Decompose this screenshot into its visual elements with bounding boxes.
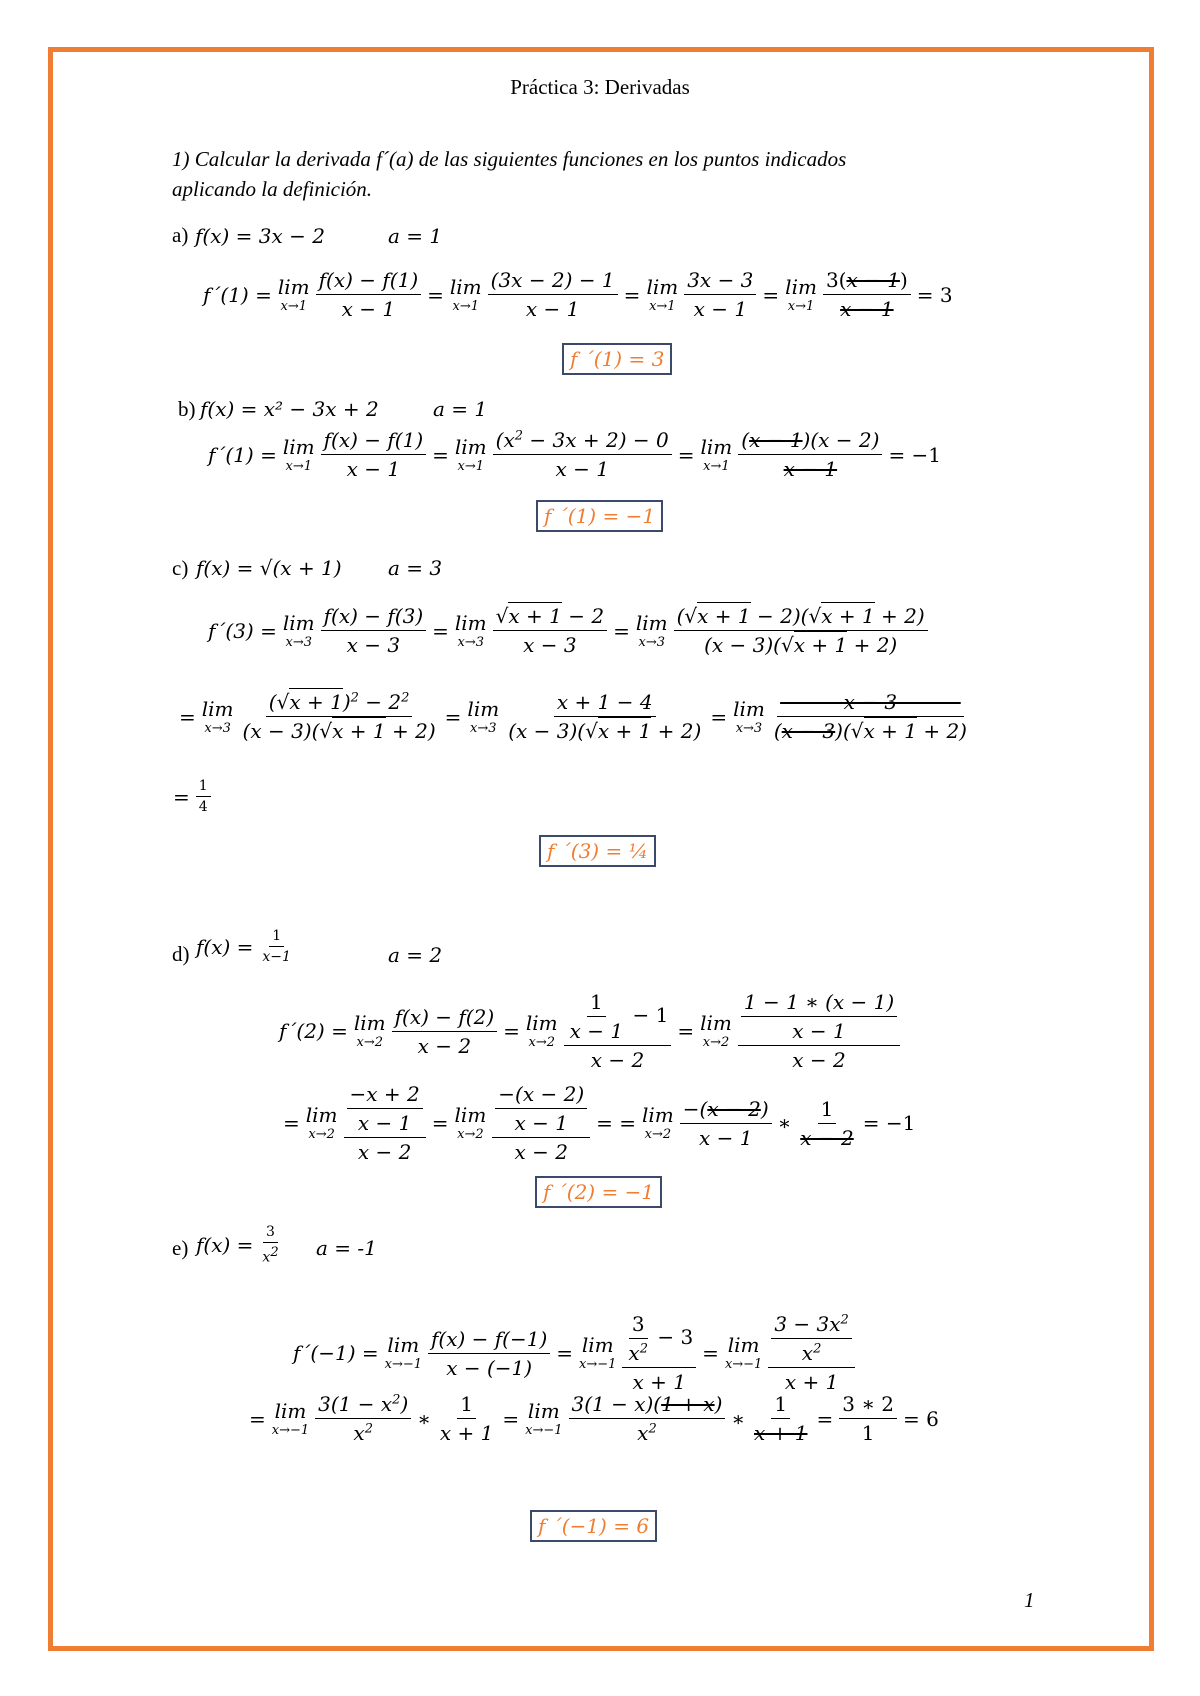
problem-e-function: f(x) = $\frac{3}{x2}$ bbox=[196, 1224, 279, 1266]
problem-c-function: f(x) = √(x + 1) bbox=[196, 556, 342, 580]
problem-c-derivation-2: = lim x→3 $\frac{(√x + 1)^2 - 2^2}{(x - 3)(√x + 1 + 2)}$ = lim x→3 $\frac{x + 1 - 4}{(x - 3)(√x + 1 + 2)}$ = lim x→3 $\frac{x - 3}{(x - 3)(√x + 1 + 2)}$ bbox=[179, 690, 967, 743]
problem-b-label: b) bbox=[178, 397, 196, 421]
problem-a-result: f ´(1) = 3 bbox=[562, 343, 672, 375]
problem-e-point: a = -1 bbox=[316, 1236, 377, 1260]
problem-b-derivation: f´(1) = lim x→1 $\frac{f(x) - f(1)}{x - 1}$ = lim x→1 $\frac{(x^2 - 3x + 2) - 0}{x - 1}$ = lim x→1 $\frac{(x - 1)(x - 2)}{x - 1}$ = −1 bbox=[208, 428, 942, 481]
instruction-line-1: 1) Calcular la derivada f´(a) de las siguientes funciones en los puntos indicados bbox=[172, 147, 847, 171]
problem-e-derivation-1: f´(−1) = lim x→−1 $\frac{f(x) - f(-1)}{x - (-1)}$ = lim x→−1 $\frac{3}{x^2}$ − 3 x + 1 = lim x→−1 $\frac{\frac{3 - 3x^2}{x^2}}{x + 1}$ bbox=[290, 1312, 858, 1394]
problem-c-point: a = 3 bbox=[388, 556, 443, 580]
problem-c-label: c) bbox=[172, 556, 189, 580]
problem-a-function: f(x) = 3x − 2 bbox=[195, 224, 325, 248]
page-number: 1 bbox=[1024, 1588, 1035, 1612]
page-title: Práctica 3: Derivadas bbox=[510, 75, 690, 99]
problem-b-result: f ´(1) = −1 bbox=[536, 500, 663, 532]
problem-d-derivation-1: f´(2) = lim x→2 $\frac{f(x) - f(2)}{x - 2}$ = lim x→2 $\frac{1}{x - 1}$ − 1 x − 2 = lim x→2 $\frac{\frac{1 - 1 ∗ (x - 1)}{x - 1}}{x - 2}$ bbox=[276, 990, 903, 1072]
problem-c-final-step: = $\frac{1}{4}$ bbox=[170, 778, 214, 815]
problem-e-result: f ´(−1) = 6 bbox=[530, 1510, 657, 1542]
problem-b-point: a = 1 bbox=[433, 397, 488, 421]
problem-d-point: a = 2 bbox=[388, 943, 443, 967]
problem-a-derivation: f´(1) = lim x→1 $\frac{f(x) - f(1)}{x - 1}$ = lim x→1 $\frac{(3x - 2) - 1}{x - 1}$ = lim x→1 $\frac{3x - 3}{x - 1}$ = lim x→1 $\frac{3(x - 1)}{x - 1}$ = 3 bbox=[203, 268, 953, 321]
problem-c-derivation-1: f´(3) = lim x→3 $\frac{f(x) - f(3)}{x - 3}$ = lim x→3 $\frac{√x + 1 - 2}{x - 3}$ = lim x→3 $\frac{(√x + 1 - 2)(√x + 1 + 2)}{(x - 3)(√x + 1 + 2)}$ bbox=[205, 604, 931, 657]
problem-d-function: f(x) = $\frac{1}{x-1}$ bbox=[196, 928, 291, 965]
problem-b-function: f(x) = x² − 3x + 2 bbox=[200, 397, 379, 421]
problem-a-point: a = 1 bbox=[388, 224, 443, 248]
problem-c-result: f ´(3) = ¼ bbox=[539, 835, 656, 867]
problem-e-derivation-2: = lim x→−1 $\frac{3(1 - x^2)}{x^2}$ ∗ $\frac{1}{x + 1}$ = lim x→−1 $\frac{3(1 - x)(1 + x)}{x^2}$ ∗ $\frac{1}{x + 1}$ = $\frac{3 ∗ 2}{1}$ = 6 bbox=[249, 1392, 939, 1445]
problem-d-derivation-2: = lim x→2 $\frac{\frac{-x + 2}{x - 1}}{x - 2}$ = lim x→2 $\frac{\frac{-(x - 2)}{x - 1}}{x - 2}$ = = lim x→2 $\frac{-(x - 2)}{x - 1}$ ∗ $\frac{1}{x - 2}$ = −1 bbox=[283, 1082, 916, 1164]
problem-a-label: a) bbox=[172, 223, 189, 247]
instruction-line-2: aplicando la definición. bbox=[172, 177, 373, 201]
problem-d-result: f ´(2) = −1 bbox=[535, 1176, 662, 1208]
problem-d-label: d) bbox=[172, 942, 190, 966]
problem-e-label: e) bbox=[172, 1236, 189, 1260]
